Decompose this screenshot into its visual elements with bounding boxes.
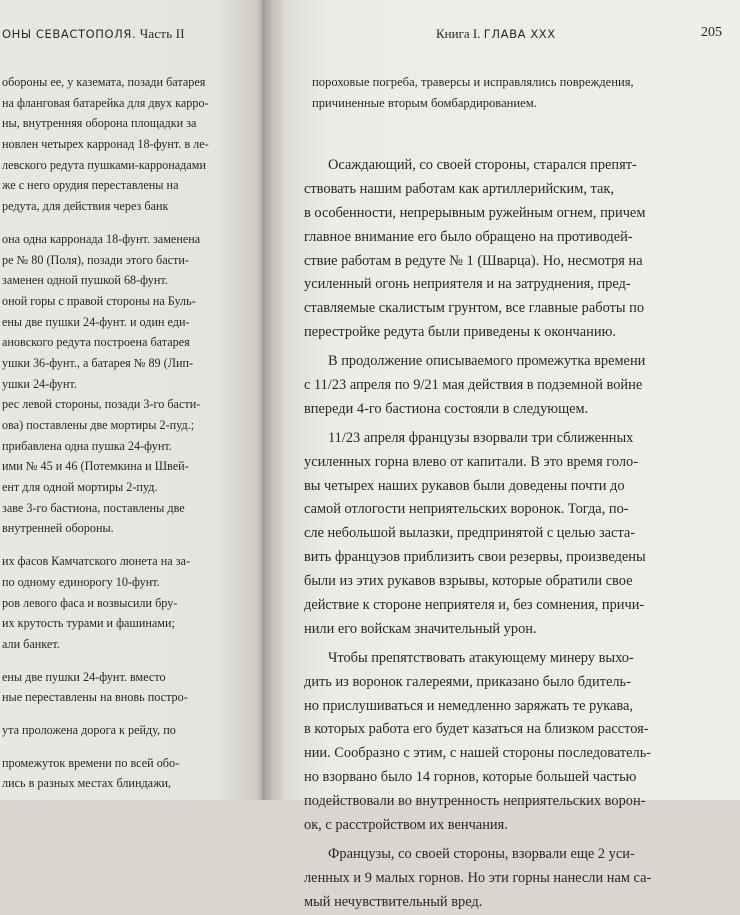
left-text-line: по одному единорогу 10-фунт. — [2, 574, 160, 589]
right-header-chapter: ГЛАВА XXX — [483, 27, 556, 41]
paragraph-line: нии. Сообразно с этим, с нашей стороны последователь- — [304, 745, 652, 762]
left-text-line: ановского редута построена батарея — [2, 335, 190, 350]
paragraph-line: ствовать нашим работам как артиллерийским, так, — [304, 180, 614, 197]
paragraph-line: действие к стороне неприятеля и, без сомнения, причи- — [304, 597, 645, 614]
paragraph-line: впереди 4-го бастиона состояли в следующем. — [304, 400, 589, 417]
left-text-line: рес левой стороны, позади 3-го басти- — [2, 397, 201, 412]
paragraph-line: ставляемые скалистым грунтом, все главные работы по — [304, 300, 645, 317]
left-text-line: ные переставлены на вновь постро- — [2, 690, 188, 705]
left-text-line: ре № 80 (Поля), позади этого басти- — [2, 252, 189, 267]
paragraph-line: Осаждающий, со своей стороны, старался препят- — [328, 157, 637, 173]
paragraph — [304, 843, 732, 915]
paragraph-line: но взорвано было 14 горнов, которые большей частью — [304, 769, 637, 786]
paragraph-line: были из этих рукавов взрывы, которые обратили свое — [304, 573, 633, 590]
paragraph-line: вить французов приблизить свои резервы, произведены — [304, 549, 646, 566]
right-page — [284, 0, 740, 910]
paragraph-line: подействовали во внутренность неприятельских ворон- — [304, 793, 646, 810]
small-print-line: причиненные вторым бомбардированием. — [312, 96, 537, 110]
small-print-block — [312, 72, 726, 114]
left-text-line: ены две пушки 24-фунт. вместо — [2, 669, 166, 684]
small-print-line: пороховые погреба, траверсы и исправлялись повреждения, — [312, 75, 634, 89]
left-text-line: же с него орудия переставлены на — [2, 178, 179, 193]
left-text-line: новлен четырех карронад 18-фунт. в ле- — [2, 137, 209, 152]
paragraph-line: дить из воронок галереями, приказано было бдитель- — [304, 673, 631, 690]
left-text-line — [2, 217, 264, 229]
paragraph-line: самой отлогости неприятельских воронок. Тогда, по- — [304, 501, 629, 518]
left-text-line: она одна карронада 18-фунт. заменена — [2, 231, 201, 246]
left-text-line: редута, для действия через банк — [2, 199, 169, 214]
paragraph-line: мый нечувствительный вред. — [304, 893, 483, 910]
left-text-line: левского редута пушками-карронадами — [2, 157, 207, 172]
paragraph-line: сле небольшой вылазки, предпринятой с целью заста- — [304, 525, 636, 542]
left-text-line: их крутость турами и фашинами; — [2, 616, 175, 631]
left-text-line: ены две пушки 24-фунт. и один еди- — [2, 314, 190, 329]
left-header-caps: ОНЫ СЕВАСТОПОЛЯ. — [2, 27, 137, 41]
paragraph — [304, 350, 732, 422]
paragraph-line: усиленных горна влево от капитали. В это время голо- — [304, 453, 639, 470]
paragraph-line: в особенности, непрерывным ружейным огнем, причем — [304, 204, 646, 221]
paragraph — [304, 154, 732, 345]
left-text-line: прибавлена одна пушка 24-фунт. — [2, 438, 172, 453]
left-text-line: на фланговая батарейка для двух карро- — [2, 95, 209, 110]
left-text-line: ими № 45 и 46 (Потемкина и Швей- — [2, 459, 189, 474]
left-text-line: внутренней обороны. — [2, 521, 114, 536]
paragraph-line: ок, с расстройством их венчания. — [304, 817, 508, 834]
paragraph-line: В продолжение описываемого промежутка времени — [328, 353, 646, 370]
right-header-book: Книга I. — [436, 26, 481, 41]
paragraph-line: 11/23 апреля французы взорвали три сближенных — [328, 429, 634, 446]
paragraph-line: усиленный огонь неприятеля и на затруднения, пред- — [304, 276, 631, 293]
left-text-line: обороны ее, у каземата, позади батарея — [2, 75, 206, 89]
left-running-header — [2, 26, 185, 42]
left-text-line: ута проложена дорога к рейду, по — [2, 722, 176, 737]
paragraph-line: Французы, со своей стороны, взорвали еще 2 уси- — [328, 845, 635, 862]
left-text-line: ушки 24-фунт. — [2, 376, 77, 391]
paragraph-line: в которых работа его будет казаться на близком расстоя- — [304, 721, 649, 738]
paragraph — [304, 427, 732, 642]
paragraph-line: ленных и 9 малых горнов. Но эти горны нанесли нам са- — [304, 869, 652, 886]
paragraph-line: нили его войскам значительный урон. — [304, 620, 537, 637]
paragraph-line: главное внимание его было обращено на противодей- — [304, 228, 633, 245]
left-text-line — [2, 539, 264, 551]
left-text-line: их фасов Камчатского люнета на за- — [2, 554, 191, 569]
paragraph — [304, 647, 732, 838]
left-text-line — [2, 741, 264, 753]
left-text-line: ны, внутренняя оборона площадки за — [2, 116, 197, 131]
left-text-line: али банкет. — [2, 636, 60, 651]
left-text-line: заве 3-го бастиона, поставлены две — [2, 500, 185, 515]
left-text-line — [2, 655, 264, 667]
left-text-line: ров левого фаса и возвысили бру- — [2, 595, 178, 610]
right-running-header — [436, 26, 556, 42]
left-text-line: заменен одной пушкой 68-фунт. — [2, 273, 168, 288]
paragraph-line: перестройке редута были приведены к окончанию. — [304, 324, 616, 341]
main-text-block — [304, 154, 732, 915]
paragraph-line: вы четырех наших рукавов были доведены почти до — [304, 477, 625, 494]
left-text-line: оной горы с правой стороны на Буль- — [2, 293, 196, 308]
left-text-line: промежуток времени по всей обо- — [2, 755, 180, 770]
left-text-line: лись в разных местах блиндажи, — [2, 776, 172, 791]
paragraph-line: но прислушиваться и немедленно заряжать те рукава, — [304, 697, 634, 714]
left-page — [0, 0, 266, 800]
left-text-line — [2, 708, 264, 720]
paragraph-line: ствие работам в редуте № 1 (Шварца). Но, несмотря на — [304, 252, 643, 269]
left-text-line: ова) поставлены две мортиры 2-пуд.; — [2, 418, 195, 432]
paragraph-line: Чтобы препятствовать атакующему минеру выхо- — [328, 649, 634, 666]
page-number: 205 — [701, 25, 722, 40]
left-text-line: ент для одной мортиры 2-пуд. — [2, 480, 158, 495]
paragraph-line: с 11/23 апреля по 9/21 мая действия в подземной войне — [304, 377, 643, 394]
left-header-part: Часть II — [139, 26, 185, 41]
left-page-text — [2, 72, 264, 794]
left-text-line: ушки 36-фунт., а батарея № 89 (Лип- — [2, 355, 194, 370]
